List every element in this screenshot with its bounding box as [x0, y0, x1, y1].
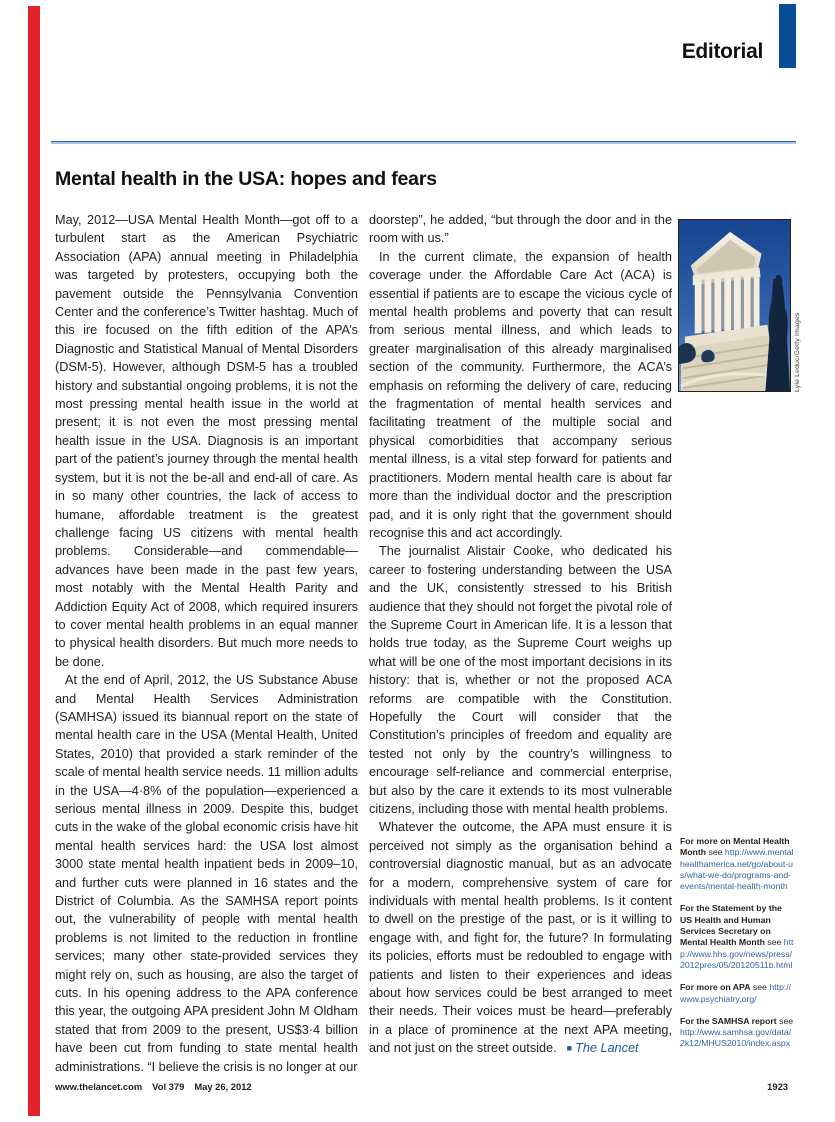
- note-connector: see: [776, 1015, 794, 1026]
- header-rule: [51, 141, 796, 144]
- lancet-square-icon: ■: [566, 1043, 573, 1054]
- note-connector: see: [750, 982, 770, 993]
- note-connector: see: [706, 847, 725, 858]
- note-label: For the SAMHSA report: [680, 1015, 777, 1026]
- paragraph-text: Whatever the outcome, the APA must ensure it is perceived not simply as the organisation behind a controversial diagnostic manual, but as an advocate for a modern, comprehensive system of care for individuals with mental health problems. Is it content to dwell on the prestige of the past, or is it willing to engage with, and fight for, the future? In formulating its policies, efforts must be redoubled to engage with patients and listen to their experiences and ideas about how services could be best arranged to meet their needs. Their voices must be heard—preferably in a place of prominence at the next APA meeting, and not just on the street outside.: [369, 820, 672, 1056]
- photo-credit: Lyle Leduc/Getty Images: [794, 312, 801, 392]
- lancet-signature: The Lancet: [575, 1041, 639, 1056]
- supreme-court-illustration: [679, 220, 790, 391]
- footer-date: May 26, 2012: [194, 1081, 252, 1092]
- article-column-2: [369, 211, 672, 1076]
- note-connector: see: [764, 937, 784, 948]
- margin-note: [680, 1016, 794, 1050]
- paragraph: At the end of April, 2012, the US Substance Abuse and Mental Health Services Administration (SAMHSA) issued its biannual report on the state of mental health care in the USA (Mental Health, United States, 2010) that provided a stark reminder of the scale of mental health service needs. 11 million adults in the USA—4·8% of the population—experienced a serious mental illness in 2009. Despite this, budget cuts in the wake of the global economic crisis have hit mental health services hard: the USA lost almost 3000 state mental health inpatient beds in 2009–10, and further cuts were planned in 16 states and the District of Columbia. As the SAMHSA report points out, the vulnerability of people with mental health problems is not limited to the reduction in frontline services; many other state-provided services they might rely on, such as housing, are also the target of cuts. In his opening address to the APA conference this year, the outgoing APA president John M Oldham stated that from 2009 to the present, US$3·4 billion have been cut from funding to state mental health administrations. “I believe the crisis is no longer at our: [55, 673, 358, 1074]
- footer-journal-info: [55, 1081, 262, 1092]
- margin-note: [680, 982, 794, 1005]
- note-link[interactable]: http://www.samhsa.gov/data/2k12/MHUS2010/index.aspx: [680, 1027, 792, 1049]
- supreme-court-photo: [678, 219, 791, 392]
- article-column-1: [55, 211, 358, 1076]
- footer-volume: Vol 379: [152, 1081, 185, 1092]
- page-edge-red-band: [28, 6, 40, 1116]
- section-label: Editorial: [681, 40, 763, 63]
- closing-paragraph: [369, 818, 672, 1057]
- page-number: 1923: [767, 1081, 788, 1092]
- note-link[interactable]: http://www.mentalhealthamerica.net/go/about-us/what-we-do/programs-and-events/mental-health-month: [680, 847, 794, 892]
- margin-note: [680, 836, 794, 892]
- note-label: For the Statement by the US Health and Human Services Secretary on Mental Health Month: [680, 903, 782, 948]
- paragraph: doorstep”, he added, “but through the door and in the room with us.”: [369, 213, 672, 246]
- note-label: For more on Mental Health Month: [680, 836, 790, 858]
- editorial-section-bar: [779, 4, 796, 68]
- paragraph: May, 2012—USA Mental Health Month—got off to a turbulent start as the American Psychiatric Association (APA) annual meeting in Philadelphia was targeted by protesters, occupying both the pavement outside the Pennsylvania Convention Center and the conference’s Twitter hashtag. Much of this ire focused on the fifth edition of the APA’s Diagnostic and Statistical Manual of Mental Disorders (DSM-5). However, although DSM-5 has a troubled history and substantial ongoing problems, it is not the most pressing mental health issue in the world at present; it is not even the most pressing mental health issue in the USA. Diagnosis is an important part of the patient’s journey through the mental health system, but it is not the be-all and end-all of care. As in so many other countries, the lack of access to humane, affordable treatment is the greatest challenge facing US citizens with mental health problems. Considerable—and commendable—advances have been made in the past few years, most notably with the Mental Health Parity and Addiction Equity Act of 2008, which required insurers to cover mental health problems in an equal manner to physical health disorders. But much more needs to be done.: [55, 213, 358, 669]
- margin-note: [680, 903, 794, 971]
- note-link[interactable]: http://www.hhs.gov/news/press/2012pres/05/20120511b.html: [680, 937, 794, 970]
- paragraph: The journalist Alistair Cooke, who dedicated his career to fostering understanding between the USA and the UK, consistently stressed to his British audience that they should not forget the pivotal role of the Supreme Court in American life. It is a lesson that holds true today, as the Supreme Court weighs up what will be one of the most important decisions in its history: that is, whether or not the proposed ACA reforms are compatible with the Constitution. Hopefully the Court will consider that the Constitution’s principles of freedom and equality are tested not only by the country’s willingness to encourage self-reliance and commercial enterprise, but also by the care it extends to its most vulnerable citizens, including those with mental health problems.: [369, 544, 672, 816]
- article-body: [55, 211, 672, 1076]
- note-label: For more on APA: [680, 982, 751, 993]
- paragraph: In the current climate, the expansion of health coverage under the Affordable Care Act (ACA) is essential if patients are to escape the vicious cycle of mental health problems and poverty that can result from serious mental illness, and which leads to greater marginalisation of this already marginalised section of the community. Furthermore, the ACA’s emphasis on reforming the delivery of care, reducing the fragmentation of mental health services and facilitating treatment of the multiple social and physical comorbidities that accompany serious mental illness, is a vital step forward for patients and practitioners. Modern mental health care is about far more than the individual doctor and the prescription pad, and it is only right that the government should recognise this and act accordingly.: [369, 249, 672, 540]
- article-title: Mental health in the USA: hopes and fears: [55, 168, 437, 190]
- footer-site: www.thelancet.com: [55, 1081, 143, 1092]
- note-link[interactable]: http://www.psychiatry.org/: [680, 982, 792, 1004]
- margin-notes: [680, 836, 794, 1061]
